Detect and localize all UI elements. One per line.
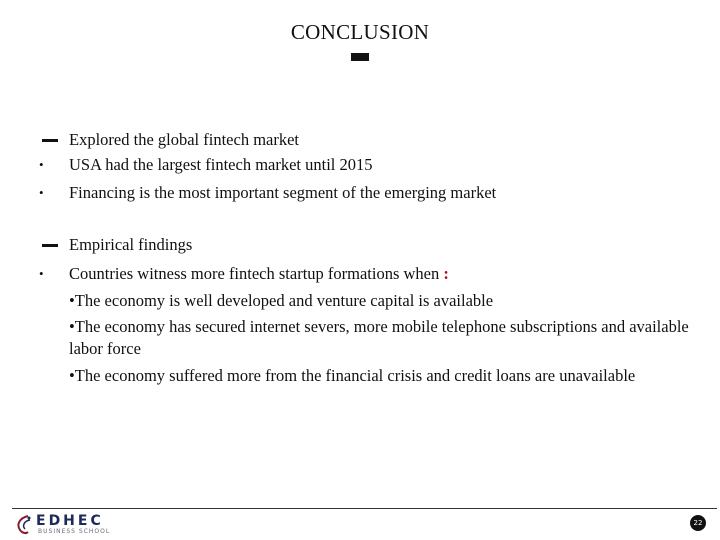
bullet-intro-text: Countries witness more fintech startup formations when <box>69 264 440 283</box>
bullet-item: USA had the largest fintech market until 2015 <box>69 155 373 174</box>
dot-bullet-icon: • <box>39 185 44 200</box>
bullet-item: Financing is the most important segment of the emerging market <box>69 183 497 202</box>
page-number-badge: 22 <box>690 515 706 531</box>
sub-item: •The economy is well developed and venture capital is available <box>69 291 494 310</box>
dot-bullet-icon: • <box>39 157 44 172</box>
dot-bullet-icon: • <box>39 266 44 281</box>
bullet-item <box>69 263 449 285</box>
edhec-logo <box>14 513 134 537</box>
title-underline-mark <box>351 53 369 61</box>
dash-bullet-icon <box>42 139 58 142</box>
section-heading: Explored the global fintech market <box>69 130 300 149</box>
sub-item: •The economy suffered more from the financial crisis and credit loans are unavailable <box>69 366 636 385</box>
logo-swirl-icon <box>14 514 34 536</box>
logo-wordmark: EDHEC <box>36 513 104 529</box>
dash-bullet-icon <box>42 244 58 247</box>
red-colon: : <box>443 264 449 283</box>
slide-title: CONCLUSION <box>290 20 430 44</box>
logo-subtext: BUSINESS SCHOOL <box>38 528 111 535</box>
footer-divider <box>12 508 717 509</box>
section-heading: Empirical findings <box>69 235 193 254</box>
sub-item: •The economy has secured internet severs, more mobile telephone subscriptions and available labor force <box>69 317 689 358</box>
